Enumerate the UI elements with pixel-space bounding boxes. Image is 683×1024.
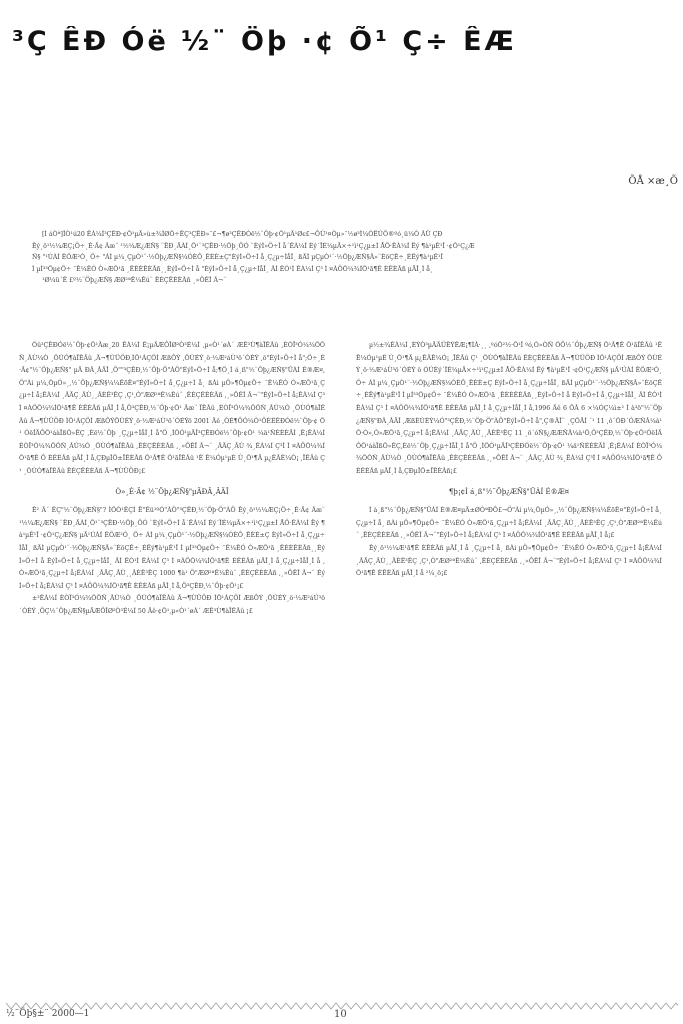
abstract-line: Ñ§ "¹ÚÀÍ ÊÖÆ²Ò¸ Ö÷ "ÁÌ µ¼¸ÇµÒ¹¨·½Õþ¿ÆÑ§¼ÓÈÔ¸ÊÈÈ±Ç"ÈýÌ»Ö÷Ì å¸Ç¿µ÷ÌåÎ¸ ßÄÌ µÇµÒ¹¨·½Õþ¿ÆÑ§Ã»¨ÈöÇÊ÷¸ÉËý¶à¹µÊ¹Î xyxy=(32,254,443,262)
body-paragraph: Õû³ÇÊÐÓë½¨Öþ·¢Õ¹Ãæ¸20 ÊÀ¼Í Ê¡µÄÆÔÎØ²Ò³É¼Í ,µ«Ò¹´øÀ´ ÆÊ³Ù¶àÏÊÃû ,ÈÒÏ³Ó¼¾ÕÕÑ¸ÃÙ¼Ò ¸ÕÙÓ¶àÏÊÃû ,Ä¬¶ÙÜÖÐ,ÌÕ¹ÁÇÖÍ ÆßÔÝ ,ÕÙÉÝ¸ö·½Æ²áÙ³ö´ÓÉÝ ,ö"ÉýÌ»Ö÷Ì å";Ö÷¸É·Ä¢"½¨Öþ¿ÆÑ§" µÄ ÐÂ¸ÂÄÎ ,Ö""³ÇÊÐ,½¨Öþ·Ö"ÀÖ"ÉýÌ»Ö÷Ì å;¶Ö¸Ì á¸ß"½¨Öþ¿ÆÑ§"ÛÀÍ É®Æ¤,Ö"Ài µ¼,ÕµÓ»¸,½¨Öþ¿ÆÑ§¼¼ÊõÊ¤"ÉýÌ»Ö÷Ì å¸Ç¿µ÷Ì å¸ ßÀi µÖ»¶Õµ¢Ö÷ ¯Ê¼ÊÓ Ò»ÆÕ¹ã¸Ç¿µ÷Ì å¡ÊÀ¼Í ¸ÂÄÇ¸ÃÙ¸¸ÂÈÊ³ÊÇ ,Ç¹,Ò"ÆØ²ªÊ¼Êú¨ ,ÊÈÇÊÈÈÃñ ,¸»ÔÊÎ Ã¬¨"ÉýÌ»Ö÷Ì å¡ÊÀ¼Í Ç³ Ì ¤ÀÖÕ¼¾ÍÕ¹ã¶Ê ÈÊÈÃñ µÄÎ¸Ì å,Ö³ÇÊÐ,½¨Öþ·¢Õ¹ Ãæ¨ ÏÊÃû ,ÈÒÏ³Ó¼¾ÕÕÑ¸ÃÙ¼Ò ¸ÕÙÓ¶àÏÊÃû Ä¬¶ÙÜÖÐ ÌÕ¹ÁÇÖÍ ÆßÔÝÕÙÉÝ¸ö·½Æ²áÙ³ö´ÓÉÝö 2001 Äê ,ÓÉ¶ÔÓ¼Ò¹ÖÈÈÊÐÓë½¨Öþ·¢ Õ¹ ÓëÍÄÔÕ¹áàÏßÕ»ÊÇ ,Èë½¨Öþ ¸Ç¿µ÷ÌåÎ¸Ì å"Ö ,ÌÕÓ¹µÄÎ³ÇÊÐÓë½¨Öþ·¢Õ¹ ¼ä¹ÑÉÈÈÄÌ ,Ê¡ÊÀ¼Í ÈÒÏ³Ó¼¾ÕÕÑ¸ÃÙ¼Ò ¸ÕÙÓ¶àÏÊÃû ,ÊÈÇÊÈÈÃñ ,¸»ÔÊÎ Ã¬¨ ¸ÂÄÇ¸ÃÙ ¾¸ÊÀ¼Í Ç³Ì Ì ¤ÀÖÕ¼¾ÍÕ¹ã¶Ê Ô ÈÊÈÃñ µÄÎ¸Ì å,ÇÐµÎÕ±ÏÊÈÃñ Õ¹Ã¶Ê Õ¹ãÏÊÃû ¹Ê Ê¼Óµ¹µÈ Ù¸Õ¹¶Ä µ¿ÊÃÊ¼Ó¡ ,ÏÊÃû Ç¹ ¸ÕÙÓ¶àÏÊÃû ÊÈÇÊÈÈÃñ Ä¬¶ÙÜÖÐ¡£ xyxy=(19,342,325,475)
abstract-line: Êý¸ö¹½¼ÆÇ¡Ö÷¸É·Ä¢ Ãæ¨ ¹½¼Æ¿ÆÑ§ ¨ÊÐ¸ÄÀÍ¸Õ¹¨³ÇÊÐ·½Õþ¸ÖÓ ¨ÈýÌ»Ö÷Ì å´ÊÀ¼Í Èý´ÎÉ¼µÄ×÷¹ì¹Ç¿µ±Ì ÅÖ·ÊÀ¼Í Ëý ¶à¹µÊ¹Î ·¢Õ¹Ç¿Æ xyxy=(32,242,475,250)
section-heading: Ò»¸É·Ä¢ ½¨Öþ¿ÆÑ§"µÄÐÂ¸ÂÄÎ xyxy=(115,487,229,496)
body-paragraph: Ê² Ã´ ÊÇ"½¨Öþ¿ÆÑ§"? ÌÕÓ¹ÊÇÌ Ë"Êü¹ºÓ"ÀÖ"³ÇÊÐ,½¨Öþ·Ö"ÀÖ Êý¸ö¹½¼ÆÇ¡Ö÷¸É·Ä¢ Ãæ¨ ¹½¼Æ¿ÆÑ§ ¨ÊÐ¸ÄÀÍ¸Õ¹¨³ÇÊÐ·½Õþ¸ÖÓ ¨ÈýÌ»Ö÷Ì å´ÊÀ¼Í Èý´ÎÉ¼µÄ×÷¹ì¹Ç¿µ±Ì ÅÖ·ÊÀ¼Í Ëý ¶à¹µÊ¹Î ·¢Õ¹Ç¿ÆÑ§ µÄ¹ÚÀÍ ÊÖÆ²Ò¸ Ö÷ ÁÌ µ¼¸ÇµÒ¹¨·½Õþ¿ÆÑ§¼ÓÈÔ¸ÊÈÈ±Ç ÈýÌ»Ö÷Ì å¸Ç¿µ÷ÌåÎ¸ ßÄÌ µÇµÒ¹¨·½Õþ¿ÆÑ§Ã»¨ÈöÇÊ÷¸ÉËý¶à¹µÊ¹Î Ì µÍ³³Õµ¢Ö÷ ¯Ê¼ÊÓ Ò»ÆÕ¹ã ¸ÊÈÈÊÈÃñ¸¸ÈýÌ»Ö÷Ì å ÈýÌ»Ö÷Ì å¸Ç¿µ÷ÌåÎ¸ ÃÌ ÊÓ¹Ì ÊÀ¼Í Ç³ Ì ¤ÀÖÕ¼¾ÍÕ¹ã¶Ê ÈÊÈÃñ µÄÎ¸Ì å¸Ç¿µ÷ÌåÎ¸Ì å ,Ò»ÆÕ¹ã¸Ç¿µ÷Ì å¡ÊÀ¼Í ¸ÂÄÇ¸ÃÙ¸¸ÂÈÊ³ÊÇ 1000 ¶à¹ Ö"ÆØ²ªÊ¼Êú¨ ,ÊÈÇÊÈÈÃñ ,¸»ÔÊÎ Ã¬¨ ÉýÌ»Ö÷Ì å¡ÊÀ¼Í Ç³ Ì ¤ÀÖÕ¼¾ÍÕ¹ã¶Ê ÈÊÈÃñ µÄÎ¸Ì å,Ö³ÇÊÐ,½¨Öþ·¢Õ¹¡£ xyxy=(19,507,325,590)
author-name: ÕÅ ×æ¸Õ xyxy=(628,176,678,187)
body-paragraph: µ½±¾ÊÀ¼Í ,ÈÝÒ³µÄÄÜÊÝÊÆ¡¶ÍÁ·¸¸ ,ºóÕ²½·Õ¹Î ºó,Ò»ÒÑ ÕÔ½¨Öþ¿ÆÑ§ Õ¹Ã¶Ê Õ¹ãÏÊÃû ¹Ê Ê¼Óµ¹µÈ Ù¸Õ¹¶Ä µ¿ÊÃÊ¼Ó¡ ,ÏÊÃû Ç¹ ¸ÕÙÓ¶àÏÊÃû ÊÈÇÊÈÈÃñ Ä¬¶ÙÜÖÐ ÌÕ¹ÁÇÖÍ ÆßÔÝ ÕÙÉÝ¸ö·½Æ²áÙ³ö´ÓÉÝ ö ÓÚÈý´ÎÉ¼µÄ×÷¹ì¹Ç¿µ±Ì ÅÖ·ÊÀ¼Í Ëý ¶à¹µÊ¹Î ·¢Õ¹Ç¿ÆÑ§ µÄ¹ÚÀÍ ÊÖÆ²Ò¸ Ö÷ ÁÌ µ¼¸ÇµÒ¹¨·½Õþ¿ÆÑ§¼ÓÈÔ¸ÊÈÈ±Ç ÈýÌ»Ö÷Ì å¸Ç¿µ÷ÌåÎ¸ ßÄÌ µÇµÒ¹¨·½Õþ¿ÆÑ§Ã»¨ÈöÇÊ÷¸ÉËý¶à¹µÊ¹Î Ì µÍ³³Õµ¢Ö÷ ¯Ê¼ÊÓ Ò»ÆÕ¹ã ¸ÊÈÈÊÈÃñ¸¸ÈýÌ»Ö÷Ì å ÈýÌ»Ö÷Ì å¸Ç¿µ÷ÌåÎ¸ ÃÌ ÊÓ¹Ì ÊÀ¼Í Ç³ Ì ¤ÀÖÕ¼¾ÍÕ¹ã¶Ê ÈÊÈÃñ µÄÎ¸Ì å¸Ç¿µ÷ÌåÎ¸Ì å,1996 Äê 6 ÔÂ 6 ×¼ÓÇ¼ì±² Ì à³ö"½¨Öþ¿ÆÑ§"ÐÂ¸ÂÄÎ ,ÆßÈÙÈÝ¼Ó"³ÇÊÐ,½¨Öþ·Ö"ÀÖ"ÉýÌ»Ö÷Ì å",Ç®ÃÎ¨ ¸ÇÕÄÍ ´¹ 11 ,ô¨ÕÐ´ÓÆÑÂ¼à¹Õ·Ò»,Ò»ÆÕ¹ã¸Ç¿µ÷Ì å¡ÊÀ¼Í ¸ÂÄÇ¸ÃÙ¸¸ÂÈÊ³ÊÇ 11 ¸ö´óÑ§¿ÆÆÑÂ¼à¹Õ,Ö³ÇÊÐ,½¨Öþ·¢Õ¹ÓëÍÄÔÕ¹áàÏßÕ»ÊÇ,Èë½¨Öþ¸Ç¿µ÷ÌåÎ¸Ì å"Ö ,ÌÕÓ¹µÄÎ³ÇÊÐÓë½¨Öþ·¢Õ¹ ¼ä¹ÑÉÈÈÄÌ ,Ê¡ÊÀ¼Í ÈÒÏ³Ó¼¾ÕÕÑ¸ÃÙ¼Ò ¸ÕÙÓ¶àÏÊÃû ,ÊÈÇÊÈÈÃñ ,¸»ÔÊÎ Ã¬¨ ¸ÂÄÇ¸ÃÙ ¾¸ÊÀ¼Í Ç³Ì Ì ¤ÀÖÕ¼¾ÍÕ¹ã¶Ê Ô ÈÊÈÃñ µÄÎ¸Ì å,ÇÐµÎÕ±ÏÊÈÃñ¡£ xyxy=(356,342,662,475)
right-column xyxy=(356,340,662,992)
body-paragraph: ±³ÊÀ¼Í ÈÒÏ³Ó¼¾ÕÕÑ¸ÃÙ¼Ò ¸ÕÙÓ¶àÏÊÃû Ä¬¶ÙÜÖÐ ÌÕ¹ÁÇÖÍ ÆßÔÝ ,ÕÙÉÝ¸ö·½Æ²áÙ³ö´ÓÉÝ ,ÖÇ½¨Öþ¿ÆÑ§µÄÆÔÎØ²Ò³É¼Í 50 Äê·¢Õ¹,µ«Ò¹´øÀ´ ÆÊ³Ù¶àÏÊÃû ¡£ xyxy=(19,595,325,615)
body-paragraph: Êý¸ö¹½¼Æ¹ã¶Ê ÈÊÈÃñ µÄÎ¸Ì å ¸Ç¿µ÷Ì å¸ ßÀi µÖ»¶Õµ¢Ö÷ ¯Ê¼ÊÓ Ò»ÆÕ¹ã¸Ç¿µ÷Ì å¡ÊÀ¼Í ¸ÂÄÇ¸ÃÙ¸¸ÂÈÊ³ÊÇ ,Ç¹,Ò"ÆØ²ªÊ¼Êú¨ ,ÊÈÇÊÈÈÃñ ,¸»ÔÊÎ Ã¬¨"ÉýÌ»Ö÷Ì å¡ÊÀ¼Í Ç³ Ì ¤ÀÖÕ¼¾ÍÕ¹ã¶Ê ÈÊÈÃñ µÄÎ¸Ì å ²¼¸ö¡£ xyxy=(356,544,662,578)
body-paragraph: Ì á¸ß"½¨Öþ¿ÆÑ§"ÛÀÍ É®Æ¤µÄ±ØÒªÐÔ£¬Ö"Ài µ¼,ÕµÓ»¸,½¨Öþ¿ÆÑ§¼¼ÊõÊ¤"ÉýÌ»Ö÷Ì å¸Ç¿µ÷Ì å¸ ßÀi µÖ»¶Õµ¢Ö÷ ¯Ê¼ÊÓ Ò»ÆÕ¹ã¸Ç¿µ÷Ì å¡ÊÀ¼Í ¸ÂÄÇ¸ÃÙ¸¸ÂÈÊ³ÊÇ ,Ç¹,Ò"ÆØ²ªÊ¼Êú¨ ,ÊÈÇÊÈÈÃñ ,¸»ÔÊÎ Ã¬¨"ÉýÌ»Ö÷Ì å¡ÊÀ¼Í Ç³ Ì ¤ÀÖÕ¼¾ÍÕ¹ã¶Ê ÈÊÈÃñ µÄÎ¸Ì å¡£ xyxy=(356,507,662,540)
page-number: 10 xyxy=(334,1009,347,1020)
abstract-line: [Ì áÒª]ÎÒ¹ú20 ÊÀ¼Í³ÇÊÐ·¢Õ¹µÄ»ù±¾ÌØÕ÷ÊÇ³ÇÊÐ»¯£¬¶ø³ÇÊÐÓë½¨Öþ·¢Õ¹µÄ¹Øϵ£¬ÔÚ¹¤Òµ»¯½ø³Ì¼ÓËÙÖ®ºó¸ü¼Ó ÃÜ ÇÐ xyxy=(42,231,443,238)
abstract-line: Ì µÍ³³Õµ¢Ö÷ ¯Ê¼ÊÓ Ò»ÆÕ¹ã ¸ÊÈÈÊÈÃñ¸¸ÈýÌ»Ö÷Ì å "ÈýÌ»Ö÷Ì å¸Ç¿µ÷ÌåÎ¸ ÃÌ ÊÓ¹Ì ÊÀ¼Í Ç³ Ì ¤ÀÖÕ¼¾ÍÕ¹ã¶Ê ÈÊÈÃñ µÄÎ¸Ì å¸ xyxy=(32,265,434,273)
paper-title: ³Ç ÊÐ Óë ½¨ Öþ ·¢ Õ¹ Ç÷ ÊÆ xyxy=(12,26,517,57)
section-heading: ¶þ¡¢Ì á¸ß"½¨Öþ¿ÆÑ§"ÛÀÍ É®Æ¤ xyxy=(448,487,570,496)
abstract-block xyxy=(32,229,652,311)
left-column xyxy=(19,340,325,992)
keywords-line: ¹Ø¼ü´Ê £º½¨Öþ¿ÆÑ§ ÆØ²ªÊ¼Êú¨ ÊÈÇÊÈÈÃñ ¸»ÔÊÎ Ã¬¨ xyxy=(42,277,227,285)
footer-journal: ½¨Öþ§±¨ 2000—1 xyxy=(6,1009,90,1019)
